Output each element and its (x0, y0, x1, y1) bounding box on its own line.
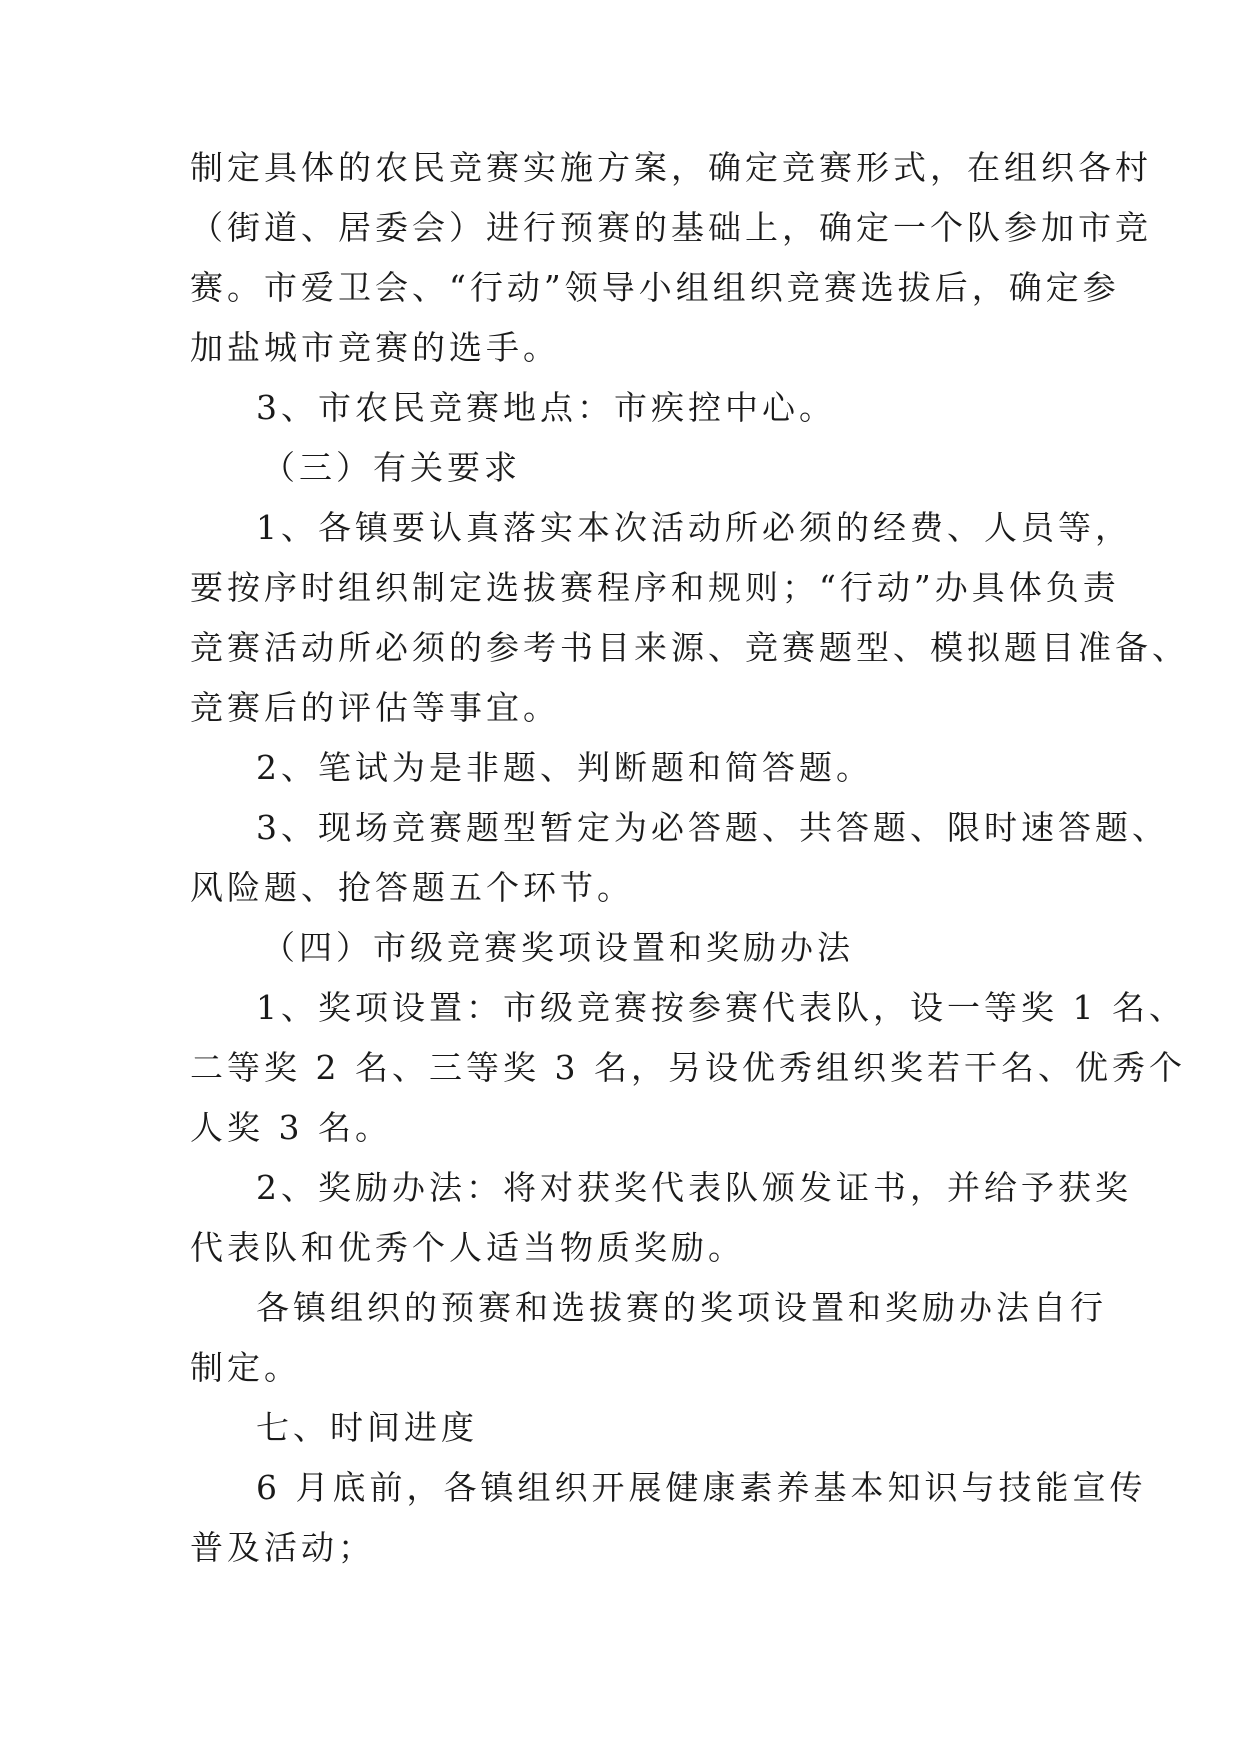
text-line: 3、现场竞赛题型暂定为必答题、共答题、限时速答题、 (256, 808, 1169, 847)
text-line: 二等奖 2 名、三等奖 3 名，另设优秀组织奖若干名、优秀个 (190, 1048, 1186, 1087)
text-line: 风险题、抢答题五个环节。 (190, 868, 634, 907)
text-line: 加盐城市竞赛的选手。 (190, 328, 560, 367)
text-line: 代表队和优秀个人适当物质奖励。 (190, 1228, 745, 1267)
section-heading: （四）市级竞赛奖项设置和奖励办法 (262, 928, 854, 967)
text-line: （街道、居委会）进行预赛的基础上，确定一个队参加市竞 (190, 208, 1152, 247)
text-line: 2、奖励办法：将对获奖代表队颁发证书，并给予获奖 (256, 1168, 1132, 1207)
text-line: 1、奖项设置：市级竞赛按参赛代表队，设一等奖 1 名、 (256, 988, 1186, 1027)
text-line: 1、各镇要认真落实本次活动所必须的经费、人员等， (256, 508, 1132, 547)
section-heading: （三）有关要求 (262, 448, 521, 487)
text-line: 普及活动； (190, 1528, 375, 1567)
text-line: 3、市农民竞赛地点：市疾控中心。 (256, 388, 836, 427)
text-line: 2、笔试为是非题、判断题和简答题。 (256, 748, 873, 787)
text-line: 要按序时组织制定选拔赛程序和规则；“行动”办具体负责 (190, 568, 1120, 607)
text-line: 制定。 (190, 1348, 301, 1387)
text-line: 竞赛活动所必须的参考书目来源、竞赛题型、模拟题目准备、 (190, 628, 1189, 667)
section-heading: 七、时间进度 (256, 1408, 478, 1447)
text-line: 人奖 3 名。 (190, 1108, 392, 1147)
text-line: 各镇组织的预赛和选拔赛的奖项设置和奖励办法自行 (256, 1288, 1107, 1327)
text-line: 赛。市爱卫会、“行动”领导小组组织竞赛选拔后，确定参 (190, 268, 1120, 307)
text-line: 竞赛后的评估等事宜。 (190, 688, 560, 727)
text-line: 6 月底前，各镇组织开展健康素养基本知识与技能宣传 (256, 1468, 1147, 1507)
text-line: 制定具体的农民竞赛实施方案，确定竞赛形式，在组织各村 (190, 148, 1152, 187)
